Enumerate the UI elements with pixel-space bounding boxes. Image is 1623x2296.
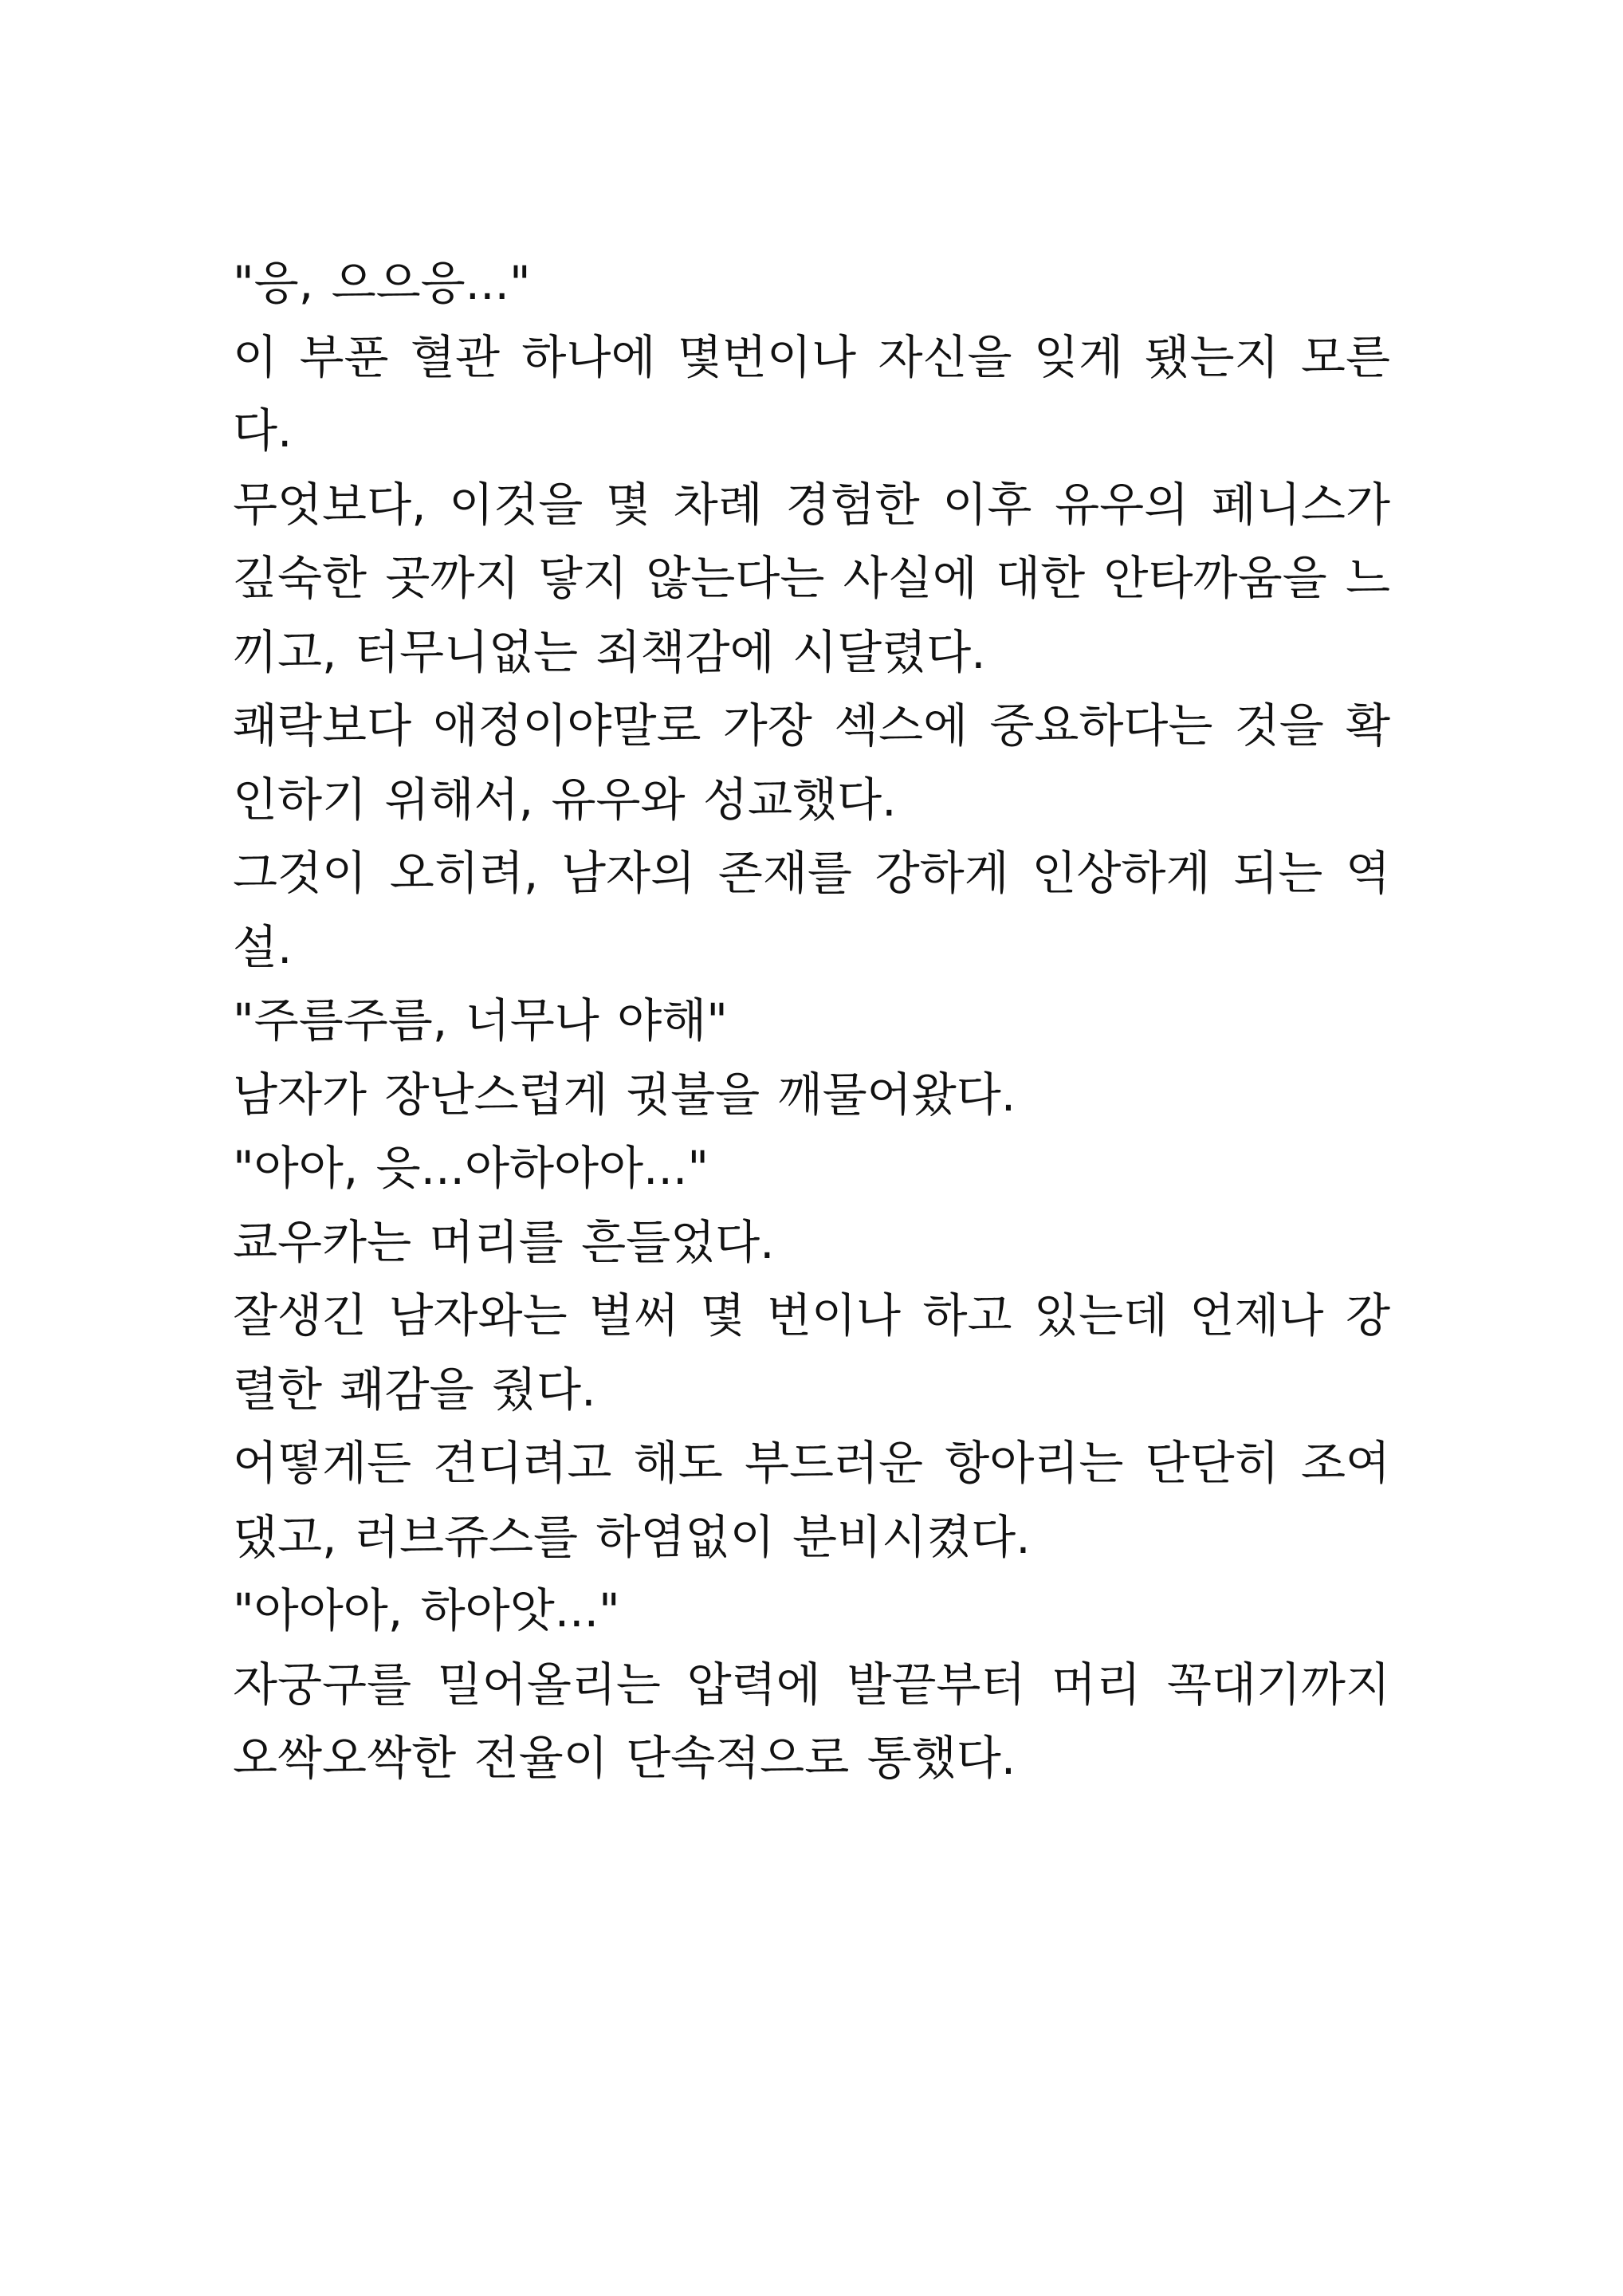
paragraph-dialogue: "응, 으으응..." <box>233 256 531 310</box>
paragraph: 쾌락보다 애정이야말로 가장 섹스에 중요하다는 것을 확인하기 위해서, 유우와 성교했다. <box>233 698 1390 827</box>
paragraph-dialogue: "아아아, 하아앗..." <box>233 1583 620 1637</box>
paragraph: 이 부푼 혈관 하나에 몇번이나 자신을 잊게 됐는지 모른다. <box>233 329 1390 458</box>
paragraph: 어떻게든 견디려고 해도 부드러운 항아리는 단단히 조여댔고, 러브쥬스를 하염없이 분비시켰다. <box>233 1436 1390 1564</box>
paragraph-dialogue: "주름주름, 너무나 야해" <box>233 993 728 1048</box>
paragraph: 잘생긴 남자와는 벌써 몇 번이나 하고 있는데 언제나 강렬한 쾌감을 줬다. <box>233 1288 1390 1417</box>
paragraph-dialogue: "아아, 읏...아하아아..." <box>233 1141 709 1195</box>
paragraph: 자궁구를 밀어올리는 압력에 발끝부터 머리 꼭대기까지 오싹오싹한 전율이 단속적으로 통했다. <box>233 1657 1390 1785</box>
paragraph: 남자가 장난스럽게 귓불을 깨물어왔다. <box>233 1067 1016 1122</box>
paragraph: 쿄우카는 머리를 흔들었다. <box>233 1214 775 1269</box>
paragraph: 그것이 오히려, 남자의 존재를 강하게 인상하게 되는 역설. <box>233 846 1390 974</box>
body-text <box>233 246 1390 1795</box>
paragraph: 무엇보다, 이것을 몇 차례 경험한 이후 유우의 페니스가 깊숙한 곳까지 닿지 않는다는 사실에 대한 안타까움을 느끼고, 터무니없는 죄책감에 시달렸다. <box>233 477 1390 679</box>
